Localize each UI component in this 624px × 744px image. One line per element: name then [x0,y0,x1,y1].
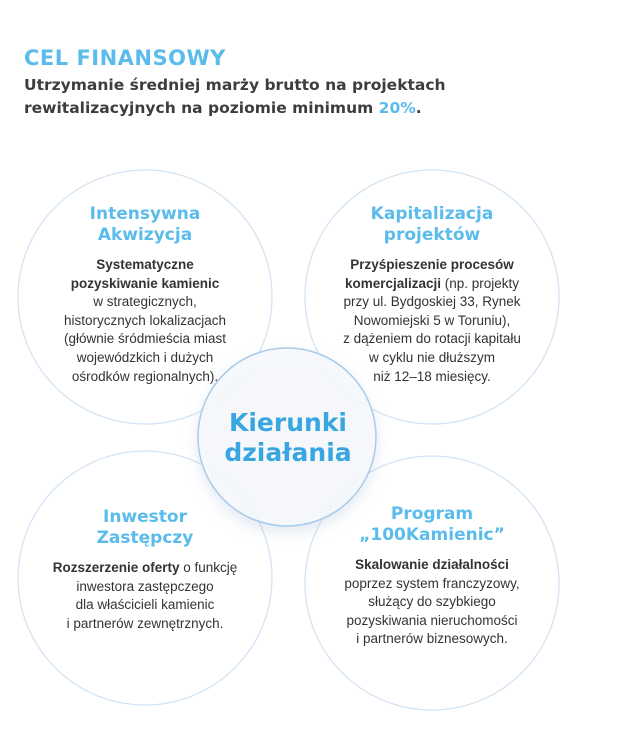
block-title [20,507,270,549]
block-100-kamienic-program [307,504,557,649]
description-text: Nowomiejski 5 w Toruniu), [353,312,511,328]
block-description [20,559,270,633]
description-text: służący do szybkiego [368,594,496,610]
description-line [307,612,557,631]
description-text: przy ul. Bydgoskiej 33, Rynek [343,294,521,310]
description-text: wojewódzkich i dużych [76,349,214,365]
emphasis-text: komercjalizacji [344,275,441,291]
center-label-line: Kierunki [228,408,348,437]
description-text: (np. projekty [441,275,520,291]
description-line [307,630,557,649]
description-line [20,615,270,634]
description-line [20,293,270,312]
description-text: i partnerów zewnętrznych. [66,615,224,631]
section-heading: CEL FINANSOWY [24,46,226,70]
description-text: i partnerów biznesowych. [356,631,508,647]
description-line [20,312,270,331]
description-text: inwestora zastępczego [76,578,214,594]
center-label [198,408,378,468]
description-line [20,349,270,368]
emphasis-text: Skalowanie działalności [355,557,509,572]
description-text: z dążeniem do rotacji kapitału [343,331,521,347]
block-title-line: Program [390,504,474,524]
block-title-line: Inwestor [103,507,187,527]
block-title-line: Zastępczy [96,528,194,548]
goal-period: . [415,99,422,117]
description-line [307,368,557,387]
goal-percentage: 20% [378,99,416,117]
block-description [307,256,557,386]
emphasis-text: Rozszerzenie oferty [52,560,180,575]
description-text: pozyskiwania nieruchomości [346,612,518,628]
description-line [307,312,557,331]
description-line [307,556,557,575]
description-line [307,330,557,349]
description-line [307,593,557,612]
block-intensive-acquisition [20,204,270,386]
description-line [307,349,557,368]
block-project-capitalization [307,204,557,386]
block-title [307,204,557,246]
description-text: niż 12–18 miesięcy. [373,368,491,384]
description-line [307,293,557,312]
description-text: ośrodków regionalnych). [71,368,219,384]
description-text: poprzez system franczyzowy, [344,575,520,591]
description-line [20,578,270,597]
center-label-line: działania [224,438,352,467]
block-title-line: Intensywna [89,204,201,224]
description-text: historycznych lokalizacjach [63,312,227,328]
emphasis-text: pozyskiwanie kamienic [70,275,220,291]
block-title [307,504,557,546]
description-line [20,330,270,349]
block-title-line: projektów [383,225,481,245]
description-text: o funkcję [179,560,238,575]
goal-text: Utrzymanie średniej marży brutto na projektach rewitalizacyjnych na poziomie minimum [24,76,446,117]
description-line [307,575,557,594]
description-line [20,256,270,275]
description-text: w cyklu nie dłuższym [368,349,496,365]
block-description [307,556,557,649]
description-text: w strategicznych, [93,294,197,310]
description-line [307,256,557,275]
block-title [20,204,270,246]
block-description [20,256,270,386]
block-title-line: Kapitalizacja [370,204,494,224]
emphasis-text: Systematyczne [96,257,194,272]
block-title-line: „100Kamienic” [359,525,505,545]
description-line [20,559,270,578]
description-line [20,368,270,387]
description-text: (głównie śródmieścia miast [63,331,227,347]
emphasis-text: Przyśpieszenie procesów [350,257,514,272]
description-text: dla właścicieli kamienic [75,597,215,613]
description-line [20,275,270,294]
description-line [20,596,270,615]
block-title-line: Akwizycja [97,225,193,245]
description-line [307,275,557,294]
block-substitute-investor [20,507,270,633]
